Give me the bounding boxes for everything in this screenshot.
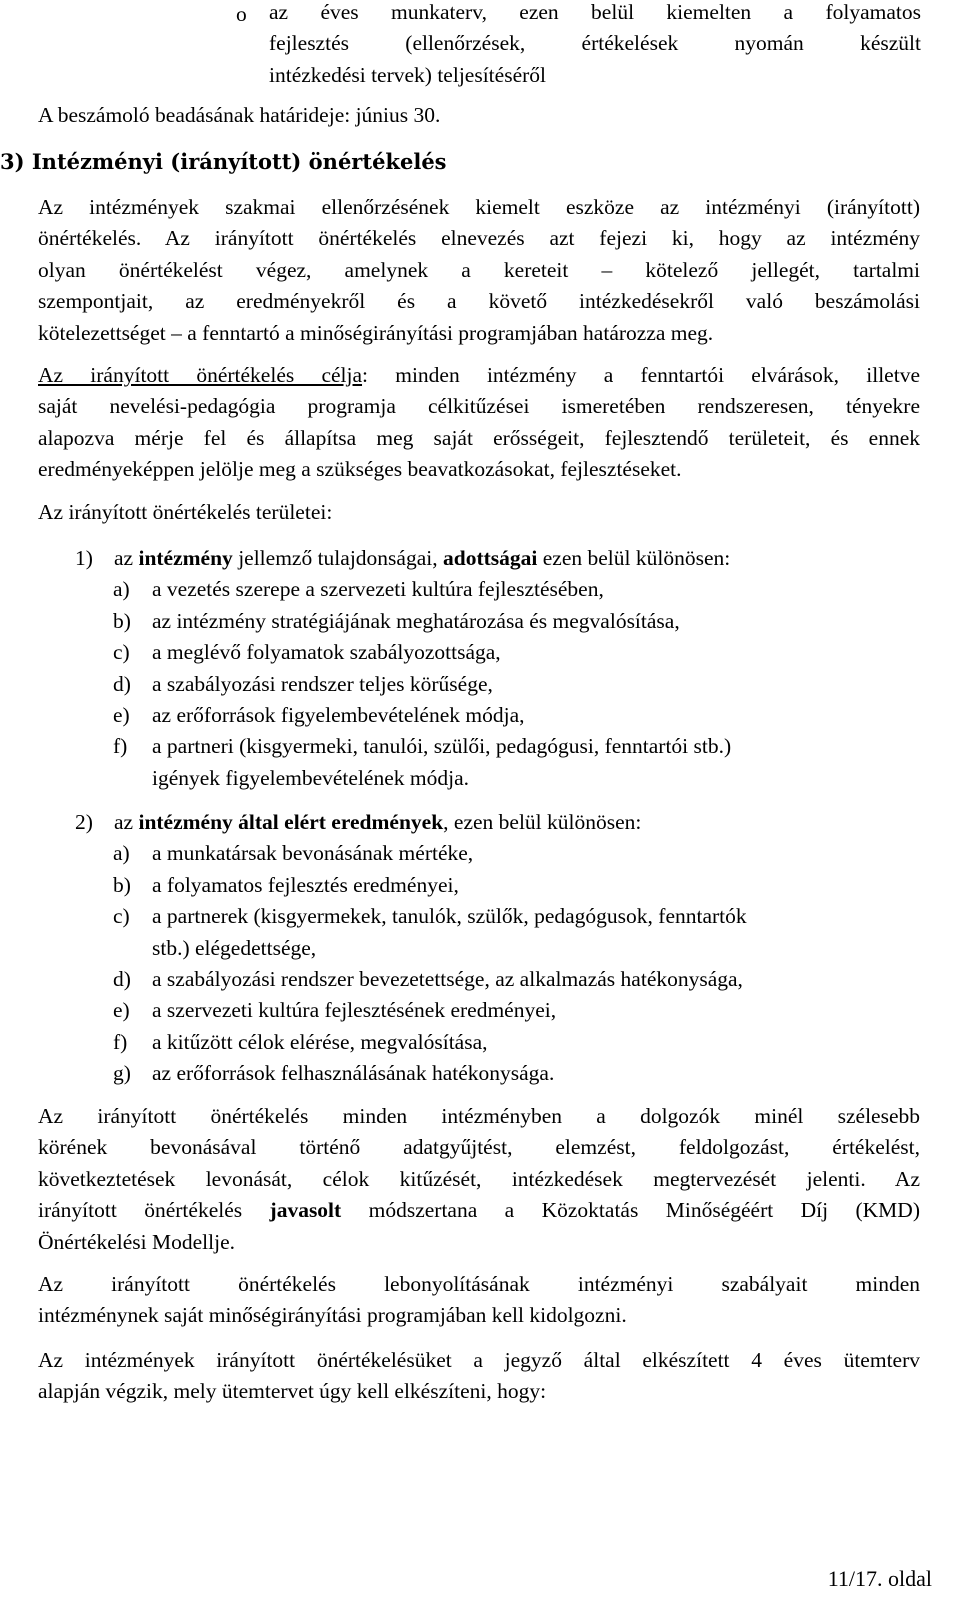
numbered-list-2 [75, 807, 935, 1090]
sub-item [75, 995, 935, 1026]
list-text: jellemző tulajdonságai, [232, 546, 443, 570]
sub-text: az intézmény stratégiájának meghatározása és megvalósítása, [152, 608, 680, 633]
sub-text: a kitűzött célok elérése, megvalósítása, [152, 1029, 488, 1054]
areas-title [38, 497, 920, 528]
text-line: Önértékelési Modellje. [38, 1229, 236, 1254]
sub-text: stb.) elégedettsége, [152, 935, 317, 960]
kmd-bold: javasolt [269, 1198, 342, 1223]
sub-label: c) [113, 640, 130, 665]
list-text: ezen belül különösen: [537, 546, 731, 570]
sub-item [75, 637, 935, 668]
list-number: 1) [75, 546, 93, 570]
sub-item [75, 870, 935, 901]
text-line: kötelezettséget – a fenntartó a minőségirányítási programjában határozza meg. [38, 320, 714, 345]
sub-label: e) [113, 998, 130, 1023]
areas-title-text: Az irányított önértékelés területei: [38, 500, 333, 524]
sub-text: az erőforrások figyelembevételének módja, [152, 703, 525, 728]
text-line: önértékelés. Az irányított önértékelés elnevezés azt fejezi ki, hogy az intézmény [38, 226, 920, 251]
sub-text: a vezetés szerepe a szervezeti kultúra fejlesztésében, [152, 577, 604, 602]
text-line: intézménynek saját minőségirányítási programjában kell kidolgozni. [38, 1303, 627, 1328]
list-text: , ezen belül különösen: [443, 810, 642, 834]
text-line: alapján végzik, mely ütemtervet úgy kell elkészíteni, hogy: [38, 1379, 547, 1404]
sub-label: a) [113, 841, 130, 866]
list-number: 2) [75, 810, 93, 834]
paragraph-rules [38, 1269, 920, 1332]
list-bold: adottságai [442, 546, 538, 570]
section-heading [0, 146, 882, 177]
sub-label: g) [113, 1061, 131, 1086]
text-line: következtetések levonását, célok kitűzését, intézkedések megtervezését jelenti. Az [38, 1166, 920, 1191]
list-text: az [114, 546, 139, 570]
bullet-marker: o [236, 2, 247, 26]
text-line: fejlesztés (ellenőrzések, értékelések nyomán készült [269, 31, 921, 56]
text-line: olyan önértékelést végez, amelynek a kereteit – kötelező jellegét, tartalmi [38, 257, 920, 282]
paragraph-goal [38, 360, 920, 486]
section-title: 3) Intézményi (irányított) önértékelés [0, 149, 447, 174]
sub-label: a) [113, 577, 130, 602]
deadline-line: A beszámoló beadásának határideje: június 30. [38, 103, 441, 127]
sub-item [75, 838, 935, 869]
sub-item [75, 1027, 935, 1058]
sub-item [75, 574, 935, 605]
sub-text: a partneri (kisgyermeki, tanulói, szülői, pedagógusi, fenntartói stb.) [152, 734, 732, 759]
sub-text: a meglévő folyamatok szabályozottsága, [152, 640, 501, 665]
kmd-text: irányított önértékelés [38, 1198, 270, 1223]
goal-label: Az irányított önértékelés célja [38, 363, 363, 387]
page-number: 11/17. oldal [827, 1566, 932, 1591]
sub-item [75, 606, 935, 637]
kmd-text: módszertana a Közoktatás Minőségéért Díj (KMD) [341, 1198, 920, 1223]
sub-label: b) [113, 872, 131, 897]
text-line: szempontjait, az eredményekről és a követő intézkedésekről való beszámolási [38, 289, 920, 314]
text-line [38, 360, 920, 391]
text-line: az éves munkaterv, ezen belül kiemelten a folyamatos [269, 0, 921, 24]
deadline-text [38, 100, 920, 131]
sub-text: a partnerek (kisgyermekek, tanulók, szülők, pedagógusok, fenntartók [152, 904, 747, 929]
goal-text: : minden intézmény a fenntartói elvárások, illetve [362, 363, 920, 387]
sub-label: c) [113, 904, 130, 929]
text-line: Az irányított önértékelés minden intézményben a dolgozók minél szélesebb [38, 1104, 920, 1128]
sub-label: d) [113, 967, 131, 992]
sub-text: az erőforrások felhasználásának hatékonysága. [152, 1061, 555, 1086]
text-line: intézkedési tervek) teljesítéséről [269, 62, 546, 87]
sub-item [75, 731, 935, 794]
sub-label: f) [113, 1029, 128, 1054]
text-line: saját nevelési-pedagógia programja célkitűzései ismeretében rendszeresen, tényekre [38, 394, 920, 419]
sub-item [75, 901, 935, 964]
sub-text: a szabályozási rendszer bevezetettsége, az alkalmazás hatékonysága, [152, 967, 743, 992]
numbered-list-1 [75, 543, 935, 794]
sub-item [75, 1058, 935, 1089]
sub-text: a munkatársak bevonásának mértéke, [152, 841, 474, 866]
sub-text: a szabályozási rendszer teljes körűsége, [152, 671, 493, 696]
sub-text: a szervezeti kultúra fejlesztésének eredményei, [152, 998, 557, 1023]
text-line: eredményeképpen jelölje meg a szükséges beavatkozásokat, fejlesztéseket. [38, 457, 682, 482]
sub-label: b) [113, 608, 131, 633]
sub-label: f) [113, 734, 128, 759]
list-item [75, 543, 935, 574]
sub-text: igények figyelembevételének módja. [152, 765, 469, 790]
list-item [75, 807, 935, 838]
paragraph-schedule [38, 1345, 920, 1408]
sub-item [75, 669, 935, 700]
text-line: alapozva mérje fel és állapítsa meg saját erősségeit, fejlesztendő területeit, és ennek [38, 425, 920, 450]
text-line [38, 1195, 920, 1226]
sub-item [75, 964, 935, 995]
list-bold: intézmény által elért eredmények [138, 810, 444, 834]
text-line: Az irányított önértékelés lebonyolításának intézményi szabályait minden [38, 1272, 920, 1296]
paragraph-intro [38, 192, 920, 349]
sub-text: a folyamatos fejlesztés eredményei, [152, 872, 459, 897]
list-text: az [114, 810, 139, 834]
sub-item [75, 700, 935, 731]
text-line: körének bevonásával történő adatgyűjtést, elemzést, feldolgozást, értékelést, [38, 1135, 920, 1160]
sub-label: d) [113, 671, 131, 696]
paragraph-kmd [38, 1101, 920, 1258]
sub-label: e) [113, 703, 130, 728]
text-line: Az intézmények szakmai ellenőrzésének kiemelt eszköze az intézményi (irányított) [38, 195, 920, 219]
text-line: Az intézmények irányított önértékelésüket a jegyző által elkészített 4 éves ütemterv [38, 1348, 920, 1372]
list-bold: intézmény [138, 546, 233, 570]
